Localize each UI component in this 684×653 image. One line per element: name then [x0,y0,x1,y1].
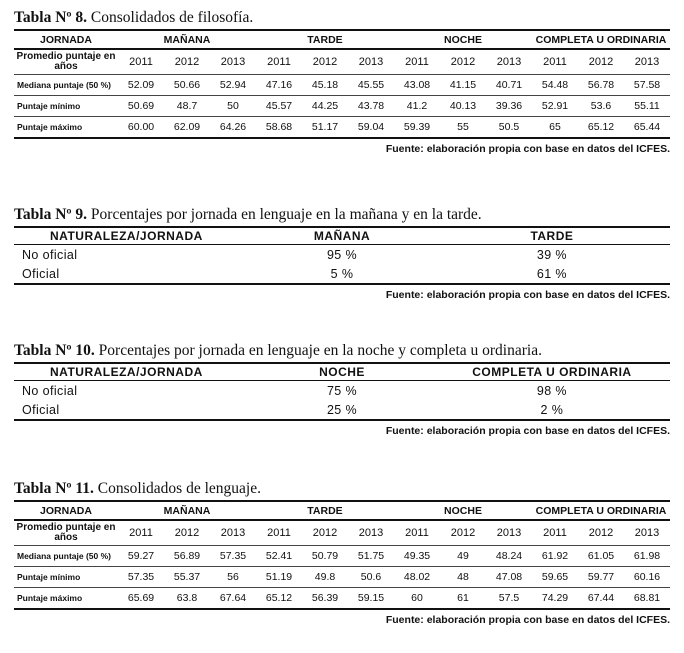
year-header: 2013 [624,520,670,546]
table-cell: 49.35 [394,546,440,567]
table-cell: 45.55 [348,75,394,96]
table-cell: 56.39 [302,588,348,610]
year-header: 2011 [118,49,164,75]
table-cell: 43.08 [394,75,440,96]
table-cell: 57.35 [118,567,164,588]
table-cell: 39.36 [486,96,532,117]
table-cell: 57.58 [624,75,670,96]
table-cell: 54.48 [532,75,578,96]
table-9-label: Tabla Nº 9. [14,206,88,223]
table-11-source: Fuente: elaboración propia con base en datos del ICFES. [385,614,670,626]
table-cell: 60 [394,588,440,610]
table-cell: 60.00 [118,117,164,139]
table-cell: 56.89 [164,546,210,567]
table-row [14,96,670,117]
table-8-title: Consolidados de filosofía. [90,9,254,26]
table-8-caption [14,9,670,27]
row-label: No oficial [22,383,78,398]
year-header: 2013 [348,520,394,546]
table-cell: 75 % [326,383,358,398]
table-cell: 65 [532,117,578,139]
table-cell: 65.44 [624,117,670,139]
year-header: 2012 [440,49,486,75]
table-cell: 61 % [434,264,670,284]
year-header: 2012 [578,520,624,546]
table-cell: 61.05 [578,546,624,567]
table-cell: 55.37 [164,567,210,588]
row-label: Oficial [14,400,250,420]
row-label: Mediana puntaje (50 %) [14,75,118,96]
table-10-caption [14,342,670,360]
table-9-title: Porcentajes por jornada en lenguaje en la mañana y en la tarde. [90,206,482,223]
table-row [14,245,670,265]
table-cell: 5 % [250,264,434,284]
table-8 [14,29,670,139]
table-cell: 59.77 [578,567,624,588]
table-cell: 40.13 [440,96,486,117]
row-label: Oficial [14,264,250,284]
table-9-section [14,206,670,301]
table-cell: 40.71 [486,75,532,96]
table-cell: 39 % [536,247,567,262]
table-cell: 45.57 [256,96,302,117]
year-header: 2012 [578,49,624,75]
table-cell: 98 % [536,383,567,398]
table-cell: 55.11 [624,96,670,117]
table-11-group-header: COMPLETA U ORDINARIA [532,501,670,520]
table-10-header-completa: COMPLETA U ORDINARIA [434,363,670,381]
table-cell: 63.8 [164,588,210,610]
row-label: Mediana puntaje (50 %) [14,546,118,567]
table-cell: 51.19 [256,567,302,588]
table-cell: 50 [210,96,256,117]
table-cell: 59.27 [118,546,164,567]
table-9-caption [14,206,670,224]
year-header: 2013 [210,520,256,546]
table-8-section [14,9,670,155]
year-header: 2012 [164,49,210,75]
year-header: 2013 [348,49,394,75]
table-cell: 68.81 [624,588,670,610]
table-cell: 2 % [434,400,670,420]
table-8-corner-header: JORNADA [14,30,118,49]
table-row [14,75,670,96]
table-11-group-header: TARDE [256,501,394,520]
table-cell: 47.16 [256,75,302,96]
table-8-group-header: TARDE [256,30,394,49]
year-header: 2013 [486,520,532,546]
table-10-header-naturaleza: NATURALEZA/JORNADA [14,363,250,381]
table-cell: 45.18 [302,75,348,96]
table-row [14,117,670,139]
table-cell: 51.17 [302,117,348,139]
year-header: 2013 [624,49,670,75]
table-8-group-header: NOCHE [394,30,532,49]
table-cell: 52.91 [532,96,578,117]
year-header: 2012 [302,49,348,75]
table-cell: 65.12 [256,588,302,610]
table-cell: 56 [210,567,256,588]
table-cell: 50.6 [348,567,394,588]
table-9-header-manana: MAÑANA [250,227,434,245]
table-8-group-header: MAÑANA [118,30,256,49]
table-cell: 52.09 [118,75,164,96]
table-cell: 67.44 [578,588,624,610]
table-10 [14,362,670,421]
table-10-title: Porcentajes por jornada en lenguaje en la noche y completa u ordinaria. [98,342,542,359]
table-8-group-header: COMPLETA U ORDINARIA [532,30,670,49]
table-cell: 48.02 [394,567,440,588]
table-cell: 64.26 [210,117,256,139]
table-9-header-tarde: TARDE [434,227,670,245]
table-cell: 49 [440,546,486,567]
table-cell: 44.25 [302,96,348,117]
table-cell: 41.15 [440,75,486,96]
table-row [14,546,670,567]
table-cell: 55 [440,117,486,139]
year-header: 2013 [210,49,256,75]
table-cell: 62.09 [164,117,210,139]
table-cell: 57.35 [210,546,256,567]
table-11-title: Consolidados de lenguaje. [97,480,261,497]
year-header: 2011 [532,49,578,75]
table-10-source: Fuente: elaboración propia con base en datos del ICFES. [385,425,670,437]
table-cell: 61.98 [624,546,670,567]
table-11-caption [14,480,670,498]
year-header: 2011 [256,49,302,75]
table-cell: 50.66 [164,75,210,96]
table-8-label: Tabla Nº 8. [14,9,88,26]
table-cell: 48 [440,567,486,588]
table-9-source: Fuente: elaboración propia con base en datos del ICFES. [385,289,670,301]
table-cell: 25 % [250,400,434,420]
year-header: 2012 [440,520,486,546]
table-8-row-header: Promedio puntaje en años [14,49,118,75]
table-cell: 51.75 [348,546,394,567]
table-cell: 48.24 [486,546,532,567]
table-cell: 52.94 [210,75,256,96]
table-10-section [14,342,670,437]
year-header: 2011 [118,520,164,546]
table-11-label: Tabla Nº 11. [14,480,94,497]
table-cell: 58.68 [256,117,302,139]
year-header: 2011 [394,520,440,546]
table-cell: 47.08 [486,567,532,588]
table-11-row-header: Promedio puntaje en años [14,520,118,546]
table-cell: 65.69 [118,588,164,610]
table-cell: 52.41 [256,546,302,567]
table-row [14,381,670,401]
table-10-header-noche: NOCHE [250,363,434,381]
year-header: 2012 [302,520,348,546]
table-cell: 59.65 [532,567,578,588]
row-label: No oficial [22,247,78,262]
table-cell: 49.8 [302,567,348,588]
table-cell: 65.12 [578,117,624,139]
table-11 [14,500,670,610]
table-cell: 61 [440,588,486,610]
table-10-label: Tabla Nº 10. [14,342,95,359]
table-row [14,588,670,610]
row-label: Puntaje máximo [14,117,118,139]
table-8-source: Fuente: elaboración propia con base en datos del ICFES. [385,143,670,155]
table-cell: 59.39 [394,117,440,139]
table-cell: 67.64 [210,588,256,610]
table-cell: 95 % [326,247,358,262]
row-label: Puntaje mínimo [14,567,118,588]
table-11-corner-header: JORNADA [14,501,118,520]
table-cell: 41.2 [394,96,440,117]
year-header: 2011 [256,520,302,546]
table-row [14,264,670,284]
table-cell: 48.7 [164,96,210,117]
table-cell: 61.92 [532,546,578,567]
table-row [14,567,670,588]
year-header: 2013 [486,49,532,75]
year-header: 2012 [164,520,210,546]
table-cell: 43.78 [348,96,394,117]
table-11-section [14,480,670,626]
table-9-header-naturaleza: NATURALEZA/JORNADA [14,227,250,245]
table-cell: 50.5 [486,117,532,139]
table-9 [14,226,670,285]
row-label: Puntaje máximo [14,588,118,610]
table-cell: 50.69 [118,96,164,117]
year-header: 2011 [394,49,440,75]
table-cell: 50.79 [302,546,348,567]
table-cell: 59.04 [348,117,394,139]
table-cell: 59.15 [348,588,394,610]
row-label: Puntaje mínimo [14,96,118,117]
table-11-group-header: MAÑANA [118,501,256,520]
table-cell: 74.29 [532,588,578,610]
table-cell: 57.5 [486,588,532,610]
table-cell: 53.6 [578,96,624,117]
year-header: 2011 [532,520,578,546]
table-row [14,400,670,420]
table-cell: 56.78 [578,75,624,96]
table-cell: 60.16 [624,567,670,588]
table-11-group-header: NOCHE [394,501,532,520]
